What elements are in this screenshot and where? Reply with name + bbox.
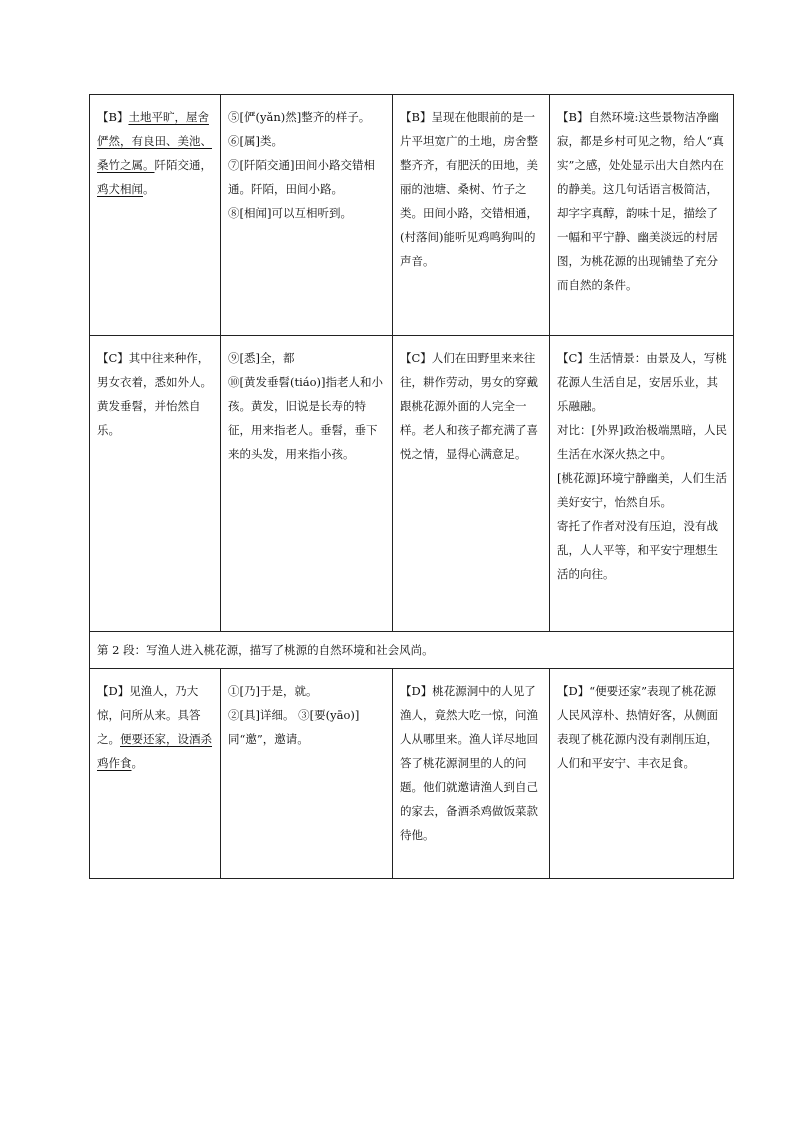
analysis-text: 【D】“便要还家”表现了桃花源人民风淳朴、热情好客，从侧面表现了桃花源内没有剥削压迫，人们和平安宁、丰衣足食。 xyxy=(557,684,718,770)
note-item: ⑥[属]类。 xyxy=(228,134,283,148)
analysis-text: 寄托了作者对没有压迫，没有战乱，人人平等，和平安宁理想生活的向往。 xyxy=(557,519,718,581)
note-item: ⑨[悉]全，都 xyxy=(228,351,295,365)
section-heading-row xyxy=(90,632,734,669)
text-suffix: 。 xyxy=(143,182,155,196)
original-text: 【C】其中往来种作，男女衣着，悉如外人。黄发垂髫，并怡然自乐。 xyxy=(97,351,212,437)
note-item: ①[乃]于是，就。 xyxy=(228,684,318,698)
notes-cell xyxy=(221,95,393,336)
section-heading: 第 2 段：写渔人进入桃花源，描写了桃源的自然环境和社会风尚。 xyxy=(90,632,734,669)
original-text-cell xyxy=(90,669,221,879)
note-item: ⑩[黄发垂髫(tiáo)]指老人和小孩。黄发，旧说是长寿的特征，用来指老人。垂髫，垂下来的头发，用来指小孩。 xyxy=(228,375,384,461)
text-prefix: 【D】见渔人，乃大惊，问所从来。具答之。 xyxy=(97,684,201,746)
analysis-text: 对比：[外界]政治极端黑暗，人民生活在水深火热之中。 xyxy=(557,423,727,461)
analysis-text: 【B】自然环境:这些景物洁净幽寂，都是乡村可见之物，给人“真实”之感，处处显示出大自然内在的静美。这几句话语言极简洁，却字字真醇，韵味十足，描绘了一幅和平宁静、幽美淡远的村居图，为桃花源的出现铺垫了充分而自然的条件。 xyxy=(557,110,724,292)
translation-cell xyxy=(393,95,550,336)
notes-cell xyxy=(221,336,393,632)
translation-text: 【C】人们在田野里来来往往，耕作劳动，男女的穿戴跟桃花源外面的人完全一样。老人和孩子都充满了喜悦之情，显得心满意足。 xyxy=(400,351,538,461)
analysis-cell xyxy=(550,669,734,879)
analysis-text: [桃花源]环境宁静幽美，人们生活美好安宁，怡然自乐。 xyxy=(557,471,727,509)
translation-cell xyxy=(393,336,550,632)
note-item: ⑦[阡陌交通]田间小路交错相通。阡陌，田间小路。 xyxy=(228,158,375,196)
notes-cell xyxy=(221,669,393,879)
analysis-text: 【C】生活情景：由景及人，写桃花源人生活自足，安居乐业，其乐融融。 xyxy=(557,351,727,413)
underlined-text: 土地平旷，屋舍俨然，有良田、美池、桑竹之属。 xyxy=(97,110,212,172)
table-row xyxy=(90,95,734,336)
note-item: ②[具]详细。 ③[要(yāo)]同“邀”，邀请。 xyxy=(228,708,360,746)
underlined-text: 鸡犬相闻 xyxy=(97,182,143,196)
original-text-cell xyxy=(90,336,221,632)
analysis-cell xyxy=(550,95,734,336)
note-item: ⑧[相闻]可以互相听到。 xyxy=(228,206,352,220)
note-item: ⑤[俨(yǎn)然]整齐的样子。 xyxy=(228,110,371,124)
analysis-cell xyxy=(550,336,734,632)
underlined-text: 便要还家，设酒杀鸡作食 xyxy=(97,732,212,770)
text-prefix: 【B】 xyxy=(97,110,129,124)
table-row xyxy=(90,336,734,632)
translation-cell xyxy=(393,669,550,879)
translation-text: 【D】桃花源洞中的人见了渔人，竟然大吃一惊，问渔人从哪里来。渔人详尽地回答了桃花源洞里的人的问题。他们就邀请渔人到自己的家去，备酒杀鸡做饭菜款待他。 xyxy=(400,684,538,842)
table-row xyxy=(90,669,734,879)
text-suffix: 。 xyxy=(131,756,143,770)
translation-text: 【B】呈现在他眼前的是一片平坦宽广的土地，房舍整整齐齐，有肥沃的田地，美丽的池塘、桑树、竹子之类。田间小路，交错相通，(村落间)能听见鸡鸣狗叫的声音。 xyxy=(400,110,538,268)
original-text-cell xyxy=(90,95,221,336)
text-middle: 阡陌交通， xyxy=(154,158,212,172)
annotation-table xyxy=(89,94,734,879)
